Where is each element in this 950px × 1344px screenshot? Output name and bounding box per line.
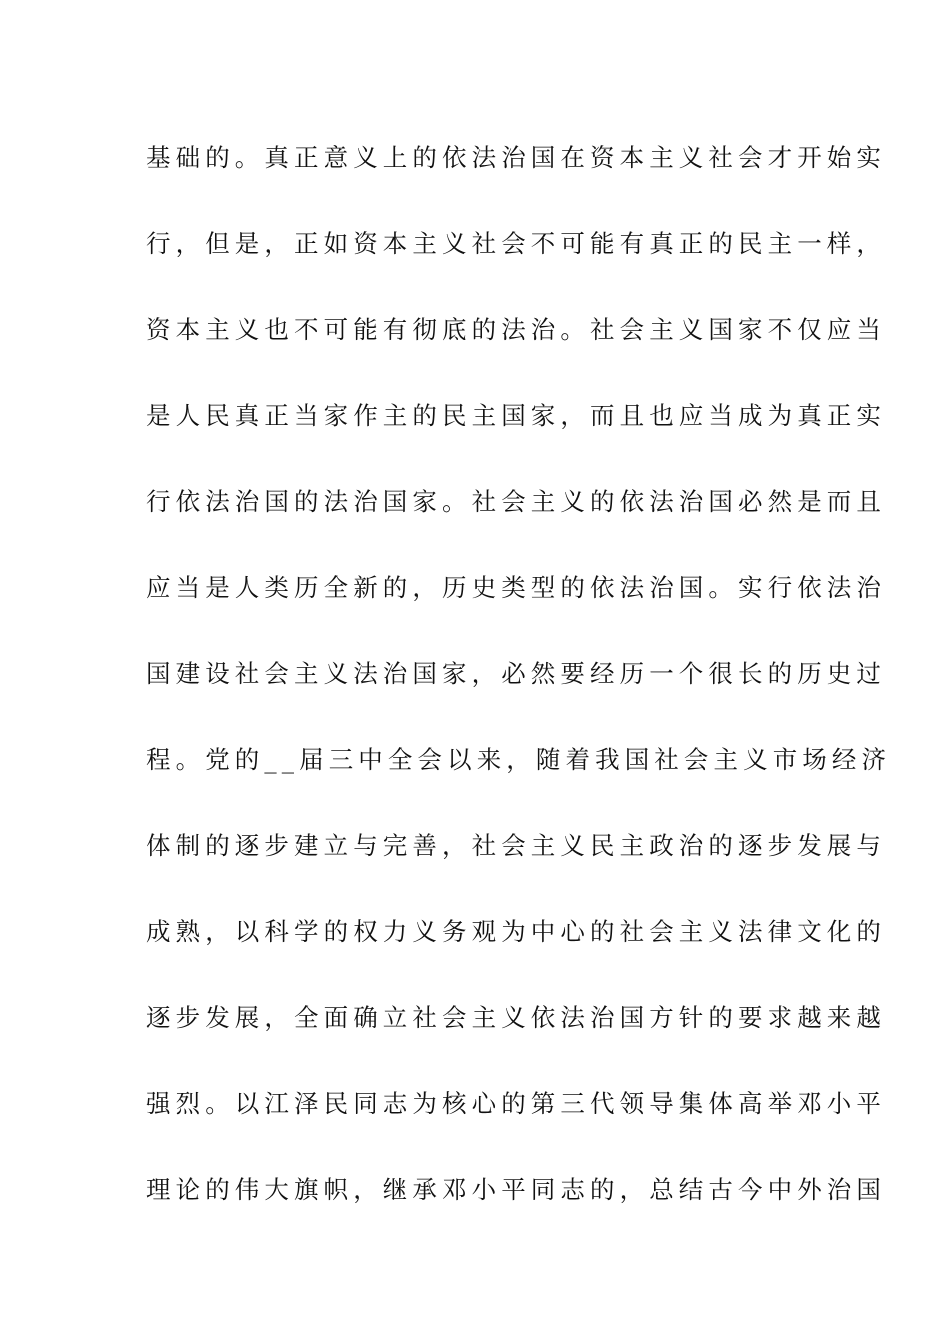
text-line: 程。党的__届三中全会以来，随着我国社会主义市场经济 <box>146 745 892 774</box>
text-line: 成熟，以科学的权力义务观为中心的社会主义法律文化的 <box>146 917 886 946</box>
text-line: 理论的伟大旗帜，继承邓小平同志的，总结古今中外治国 <box>146 1175 886 1204</box>
text-line: 是人民真正当家作主的民主国家，而且也应当成为真正实 <box>146 401 886 430</box>
text-line: 基础的。真正意义上的依法治国在资本主义社会才开始实 <box>146 143 886 172</box>
text-line: 体制的逐步建立与完善，社会主义民主政治的逐步发展与 <box>146 831 886 860</box>
text-line: 资本主义也不可能有彻底的法治。社会主义国家不仅应当 <box>146 315 886 344</box>
text-line: 行依法治国的法治国家。社会主义的依法治国必然是而且 <box>146 487 886 516</box>
text-line: 应当是人类历全新的，历史类型的依法治国。实行依法治 <box>146 573 886 602</box>
body-text <box>146 135 892 1253</box>
text-line: 国建设社会主义法治国家，必然要经历一个很长的历史过 <box>146 659 886 688</box>
text-line: 强烈。以江泽民同志为核心的第三代领导集体高举邓小平 <box>146 1089 886 1118</box>
text-line: 逐步发展，全面确立社会主义依法治国方针的要求越来越 <box>146 1003 886 1032</box>
text-line: 行，但是，正如资本主义社会不可能有真正的民主一样， <box>146 229 886 258</box>
